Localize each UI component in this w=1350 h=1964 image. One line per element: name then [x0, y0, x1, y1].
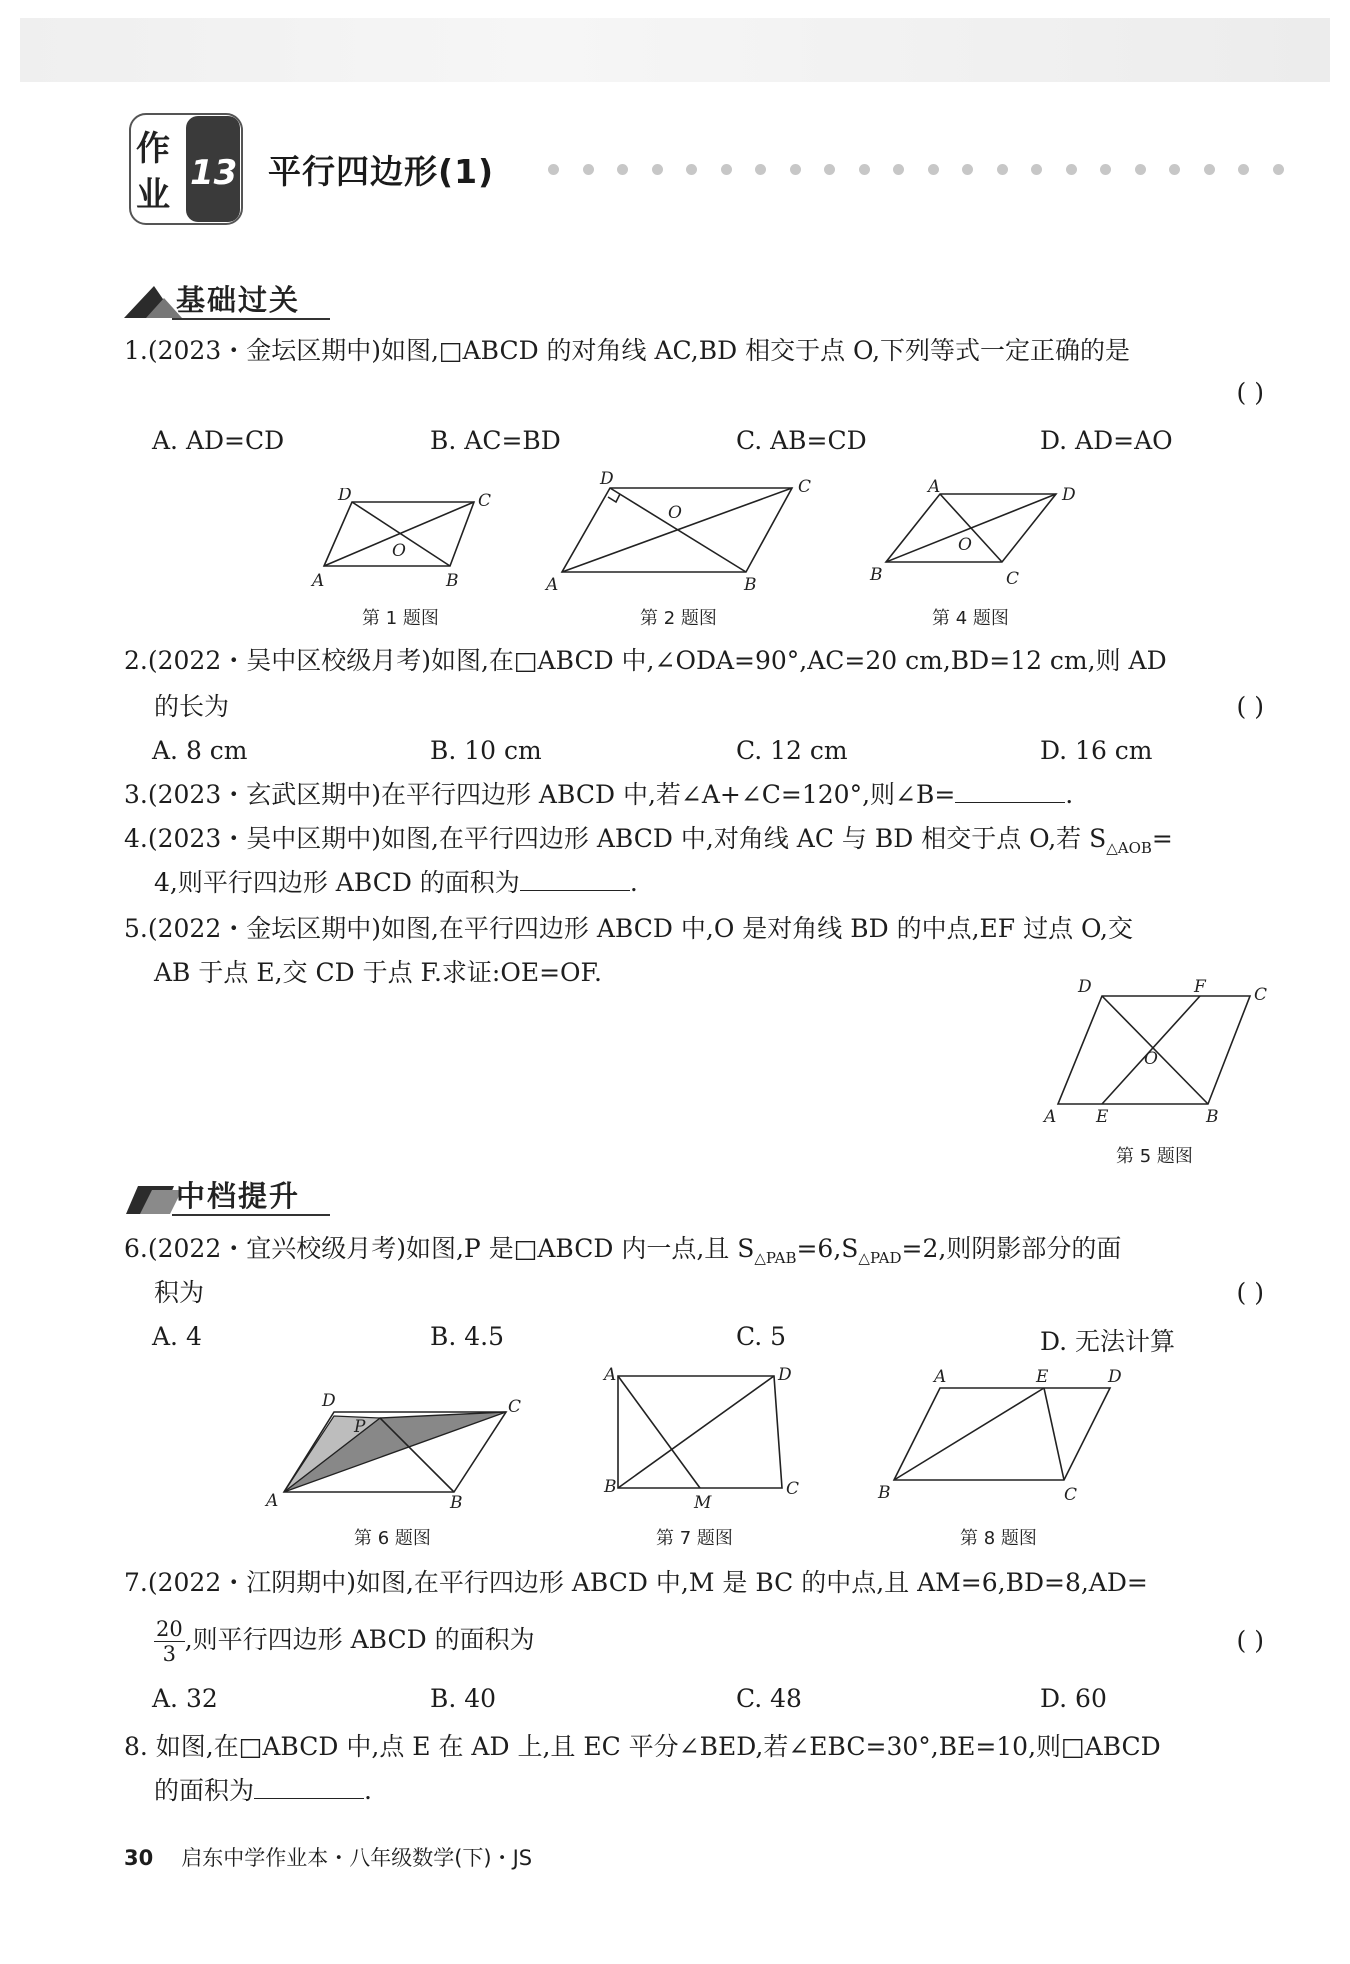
- figure-5: [1040, 976, 1280, 1132]
- question-7-line2: $\frac{20}{3}$ ,则平行四边形 ABCD 的面积为: [156, 1617, 535, 1666]
- fig4-caption: 第 4 题图: [932, 608, 1009, 629]
- question-2-line2: 的长为: [154, 692, 230, 721]
- book-title: 启东中学作业本・八年级数学(下)・JS: [181, 1846, 533, 1870]
- figure-2: [540, 468, 820, 592]
- fig8-label-c: C: [1064, 1485, 1078, 1505]
- q1-option-a: A. AD=CD: [152, 426, 285, 455]
- figure-7: [596, 1364, 806, 1514]
- fig6-label-c: C: [508, 1397, 522, 1417]
- fig6-label-d: D: [322, 1391, 336, 1411]
- fig6-label-b: B: [450, 1493, 463, 1510]
- q3-blank: [955, 780, 1065, 803]
- fig6-caption: 第 6 题图: [354, 1528, 431, 1549]
- q2-answer-paren: ( ): [1236, 692, 1264, 721]
- q6-option-d: D. 无法计算: [1040, 1327, 1176, 1356]
- q1-answer-paren: ( ): [1236, 378, 1264, 407]
- badge-bottom-char: 业: [136, 175, 170, 215]
- top-scan-band: [20, 18, 1330, 82]
- question-1: 1.(2023・金坛区期中)如图,□ABCD 的对角线 AC,BD 相交于点 O,下列等式一定正确的是: [124, 336, 1131, 365]
- fig4-label-a: A: [928, 477, 941, 497]
- question-6-line2: 积为: [154, 1278, 205, 1307]
- fig8-label-e: E: [1036, 1367, 1049, 1387]
- q7-option-b: B. 40: [430, 1684, 497, 1713]
- q7-answer-paren: ( ): [1236, 1626, 1264, 1655]
- assignment-badge: [128, 112, 244, 226]
- title-dots: [548, 160, 1307, 179]
- fig5-label-f: F: [1194, 977, 1206, 997]
- q2-option-a: A. 8 cm: [152, 736, 248, 765]
- question-8-line1: 8. 如图,在□ABCD 中,点 E 在 AD 上,且 EC 平分∠BED,若∠EBC=30°,BE=10,则□ABCD: [124, 1732, 1161, 1761]
- fig7-caption: 第 7 题图: [656, 1528, 733, 1549]
- fig2-caption: 第 2 题图: [640, 608, 717, 629]
- fig5-caption: 第 5 题图: [1116, 1146, 1193, 1167]
- q6-option-b: B. 4.5: [430, 1322, 505, 1351]
- q4-blank: [520, 868, 630, 891]
- fig7-label-b: B: [604, 1477, 617, 1497]
- section-intermediate: [124, 1172, 334, 1220]
- page-number: 30: [124, 1846, 154, 1870]
- fig7-label-d: D: [778, 1365, 792, 1385]
- question-7-line1: 7.(2022・江阴期中)如图,在平行四边形 ABCD 中,M 是 BC 的中点,且 AM=6,BD=8,AD=: [124, 1568, 1148, 1597]
- figure-1: [310, 488, 500, 592]
- fig1-label-a: A: [312, 571, 325, 591]
- section-basic: [124, 276, 334, 324]
- fig8-caption: 第 8 题图: [960, 1528, 1037, 1549]
- q7-option-a: A. 32: [152, 1684, 218, 1713]
- question-5-line1: 5.(2022・金坛区期中)如图,在平行四边形 ABCD 中,O 是对角线 BD 的中点,EF 过点 O,交: [124, 914, 1133, 943]
- q8-blank: [254, 1776, 364, 1799]
- q2-option-b: B. 10 cm: [430, 736, 542, 765]
- badge-number: 13: [190, 153, 238, 193]
- fig1-label-d: D: [338, 488, 352, 505]
- fig8-label-d: D: [1108, 1367, 1122, 1387]
- question-2-line1: 2.(2022・吴中区校级月考)如图,在□ABCD 中,∠ODA=90°,AC=20 cm,BD=12 cm,则 AD: [124, 646, 1167, 675]
- q6-option-a: A. 4: [152, 1322, 202, 1351]
- fig6-label-p: P: [354, 1417, 366, 1437]
- q2-option-c: C. 12 cm: [736, 736, 848, 765]
- fig5-label-o: O: [1144, 1049, 1158, 1069]
- fig1-caption: 第 1 题图: [362, 608, 439, 629]
- fig2-label-c: C: [798, 477, 812, 497]
- q1-option-c: C. AB=CD: [736, 426, 867, 455]
- q2-option-d: D. 16 cm: [1040, 736, 1153, 765]
- fig5-label-d: D: [1078, 977, 1092, 997]
- section-intermediate-label: 中档提升: [176, 1179, 301, 1213]
- fig7-label-c: C: [786, 1479, 800, 1499]
- fig7-label-m: M: [694, 1493, 712, 1513]
- fig1-label-o: O: [392, 541, 406, 561]
- fig2-label-a: A: [546, 575, 559, 592]
- fig7-label-a: A: [604, 1365, 617, 1385]
- fig4-label-d: D: [1062, 485, 1076, 505]
- question-8-line2: 的面积为 .: [154, 1776, 372, 1805]
- fig8-label-b: B: [878, 1483, 891, 1503]
- badge-top-char: 作: [136, 129, 170, 169]
- figure-8: [872, 1364, 1132, 1508]
- question-6-line1: 6.(2022・宜兴校级月考)如图,P 是□ABCD 内一点,且 $S_{\triangle PAB}=6,S_{\triangle PAD}=2$,则阴影部分的面: [124, 1234, 1122, 1267]
- fig5-label-e: E: [1096, 1107, 1109, 1127]
- q7-fraction: $\frac{20}{3}$: [156, 1617, 183, 1666]
- q7-option-c: C. 48: [736, 1684, 802, 1713]
- fig2-label-b: B: [744, 575, 757, 592]
- fig1-label-c: C: [478, 491, 492, 511]
- q1-option-b: B. AC=BD: [430, 426, 561, 455]
- figure-6: [262, 1380, 532, 1510]
- fig4-label-c: C: [1006, 569, 1020, 589]
- fig1-label-b: B: [446, 571, 459, 591]
- q6-answer-paren: ( ): [1236, 1278, 1264, 1307]
- question-4-line1: 4.(2023・吴中区期中)如图,在平行四边形 ABCD 中,对角线 AC 与 BD 相交于点 O,若 $S_{\triangle AOB}=$: [124, 824, 1173, 857]
- fig6-label-a: A: [266, 1491, 279, 1510]
- fig8-label-a: A: [934, 1367, 947, 1387]
- page-footer: [124, 1842, 532, 1872]
- q1-option-d: D. AD=AO: [1040, 426, 1173, 455]
- question-5-line2: AB 于点 E,交 CD 于点 F.求证:OE=OF.: [154, 958, 602, 987]
- page-title: 平行四边形(1): [268, 152, 495, 191]
- figure-4: [862, 474, 1092, 592]
- q3-text: 3.(2023・玄武区期中)在平行四边形 ABCD 中,若∠A+∠C=120°,则∠B=: [124, 780, 956, 809]
- q7-option-d: D. 60: [1040, 1684, 1107, 1713]
- question-3: 3.(2023・玄武区期中)在平行四边形 ABCD 中,若∠A+∠C=120°,则∠B= .: [124, 780, 1074, 809]
- fig2-label-o: O: [668, 503, 682, 523]
- fig5-label-a: A: [1044, 1107, 1057, 1127]
- fig4-label-b: B: [870, 565, 883, 585]
- fig2-label-d: D: [600, 469, 614, 489]
- q6-option-c: C. 5: [736, 1322, 787, 1351]
- mountain-icon: [124, 280, 184, 320]
- fig5-label-c: C: [1254, 985, 1268, 1005]
- fig4-label-o: O: [958, 535, 972, 555]
- fig5-label-b: B: [1206, 1107, 1219, 1127]
- question-4-line2: 4,则平行四边形 ABCD 的面积为 .: [154, 868, 638, 897]
- book-stack-icon: [124, 1176, 184, 1216]
- section-basic-label: 基础过关: [176, 283, 301, 317]
